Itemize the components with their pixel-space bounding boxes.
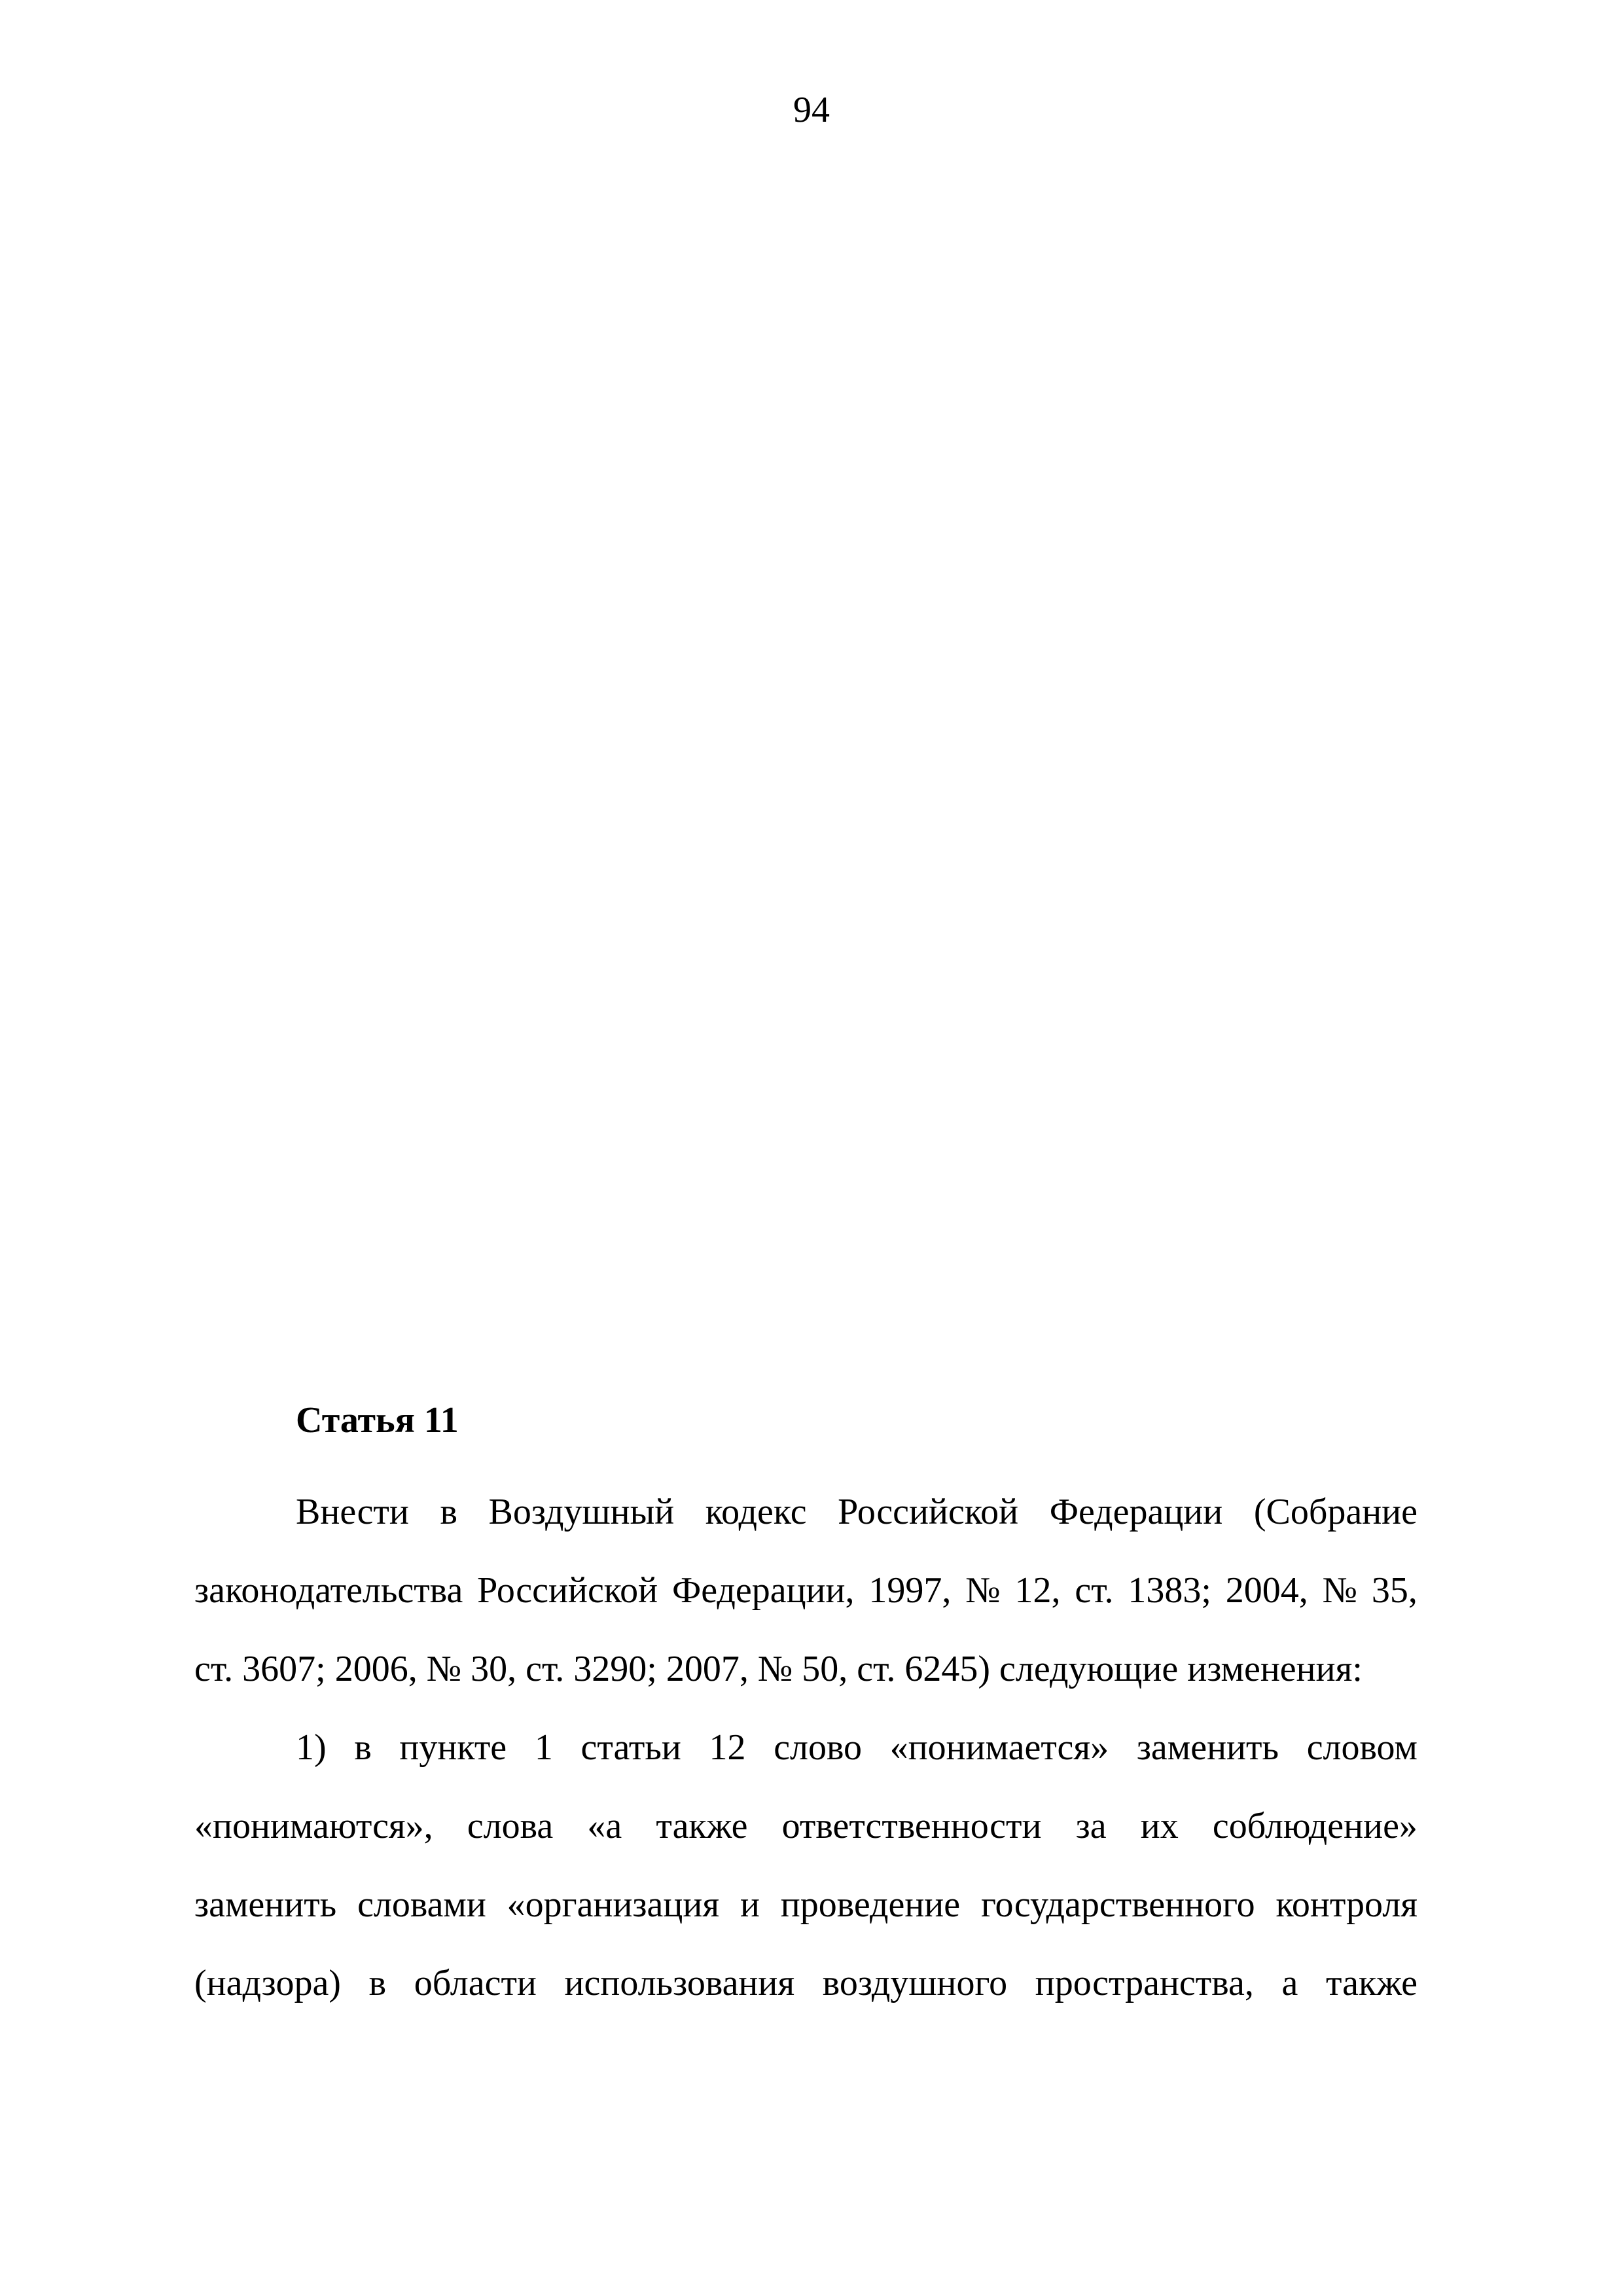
article-body: [194, 1473, 1418, 2022]
page-number: 94: [793, 90, 830, 130]
text-line: ст. 3607; 2006, № 30, ст. 3290; 2007, № 50, ст. 6245) следующие изменения:: [194, 1649, 1363, 1689]
text-line: 1) в пункте 1 статьи 12 слово «понимается» заменить словом: [296, 1727, 1418, 1768]
article-section: [194, 1394, 1418, 2022]
text-line: «понимаются», слова «а также ответственности за их соблюдение»: [194, 1806, 1418, 1846]
text-line: законодательства Российской Федерации, 1997, № 12, ст. 1383; 2004, № 35,: [194, 1570, 1418, 1611]
text-line: (надзора) в области использования воздушного пространства, а также: [194, 1963, 1418, 2003]
article-heading: Статья 11: [296, 1400, 459, 1441]
text-line: Внести в Воздушный кодекс Российской Федерации (Собрание: [296, 1492, 1418, 1532]
text-line: заменить словами «организация и проведение государственного контроля: [194, 1884, 1418, 1925]
